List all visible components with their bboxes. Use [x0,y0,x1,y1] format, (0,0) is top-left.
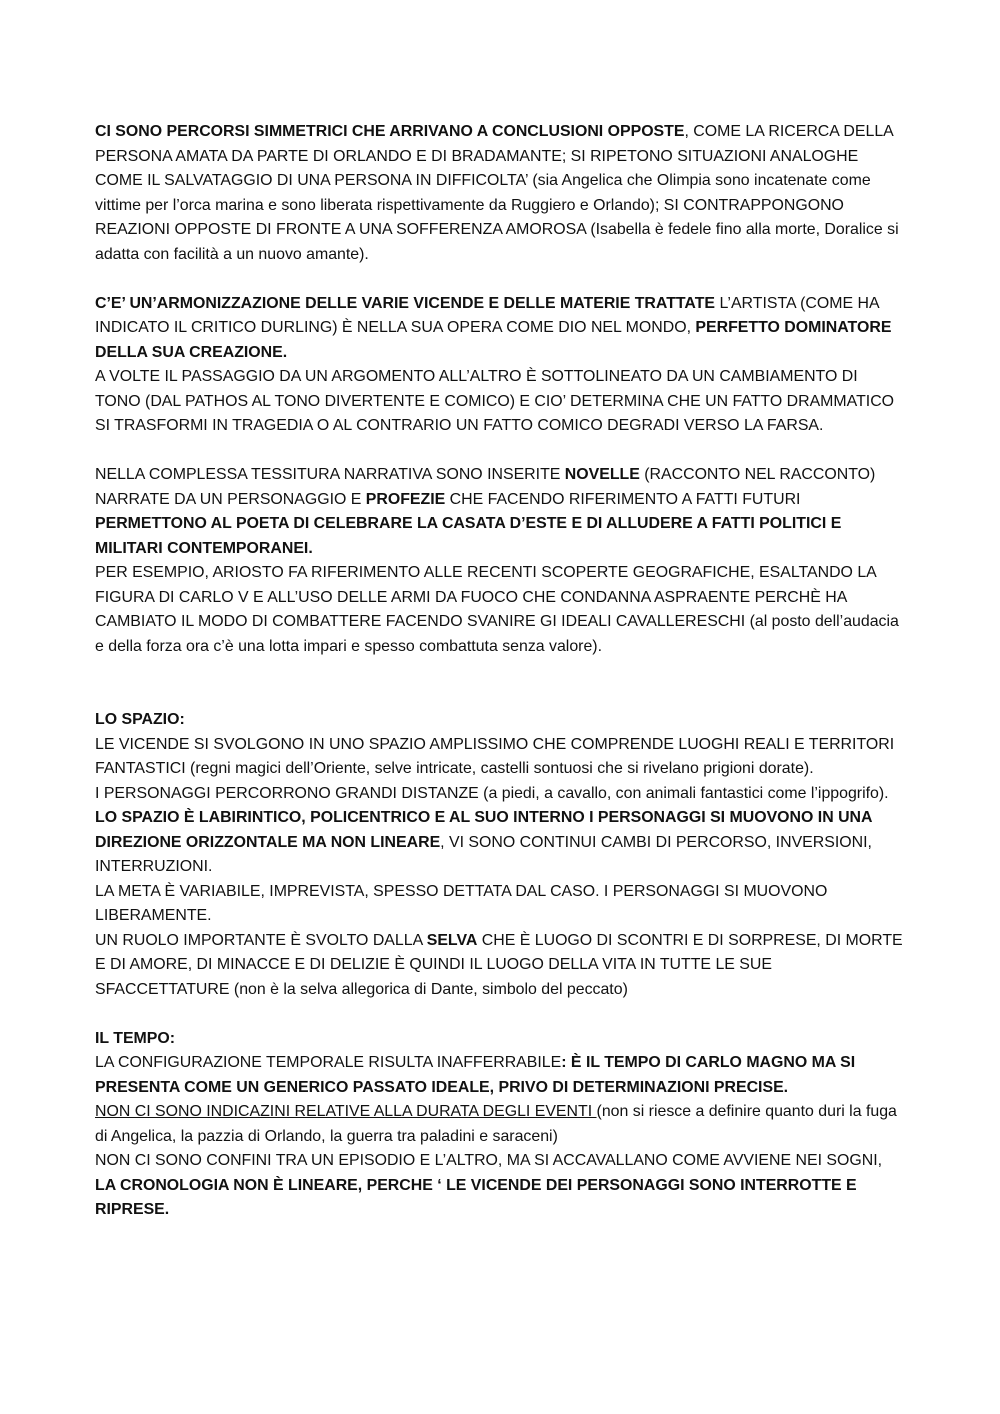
paragraph-spazio-5 [95,929,907,1003]
heading-tempo [95,1027,907,1052]
bold-text: C’E’ UN’ARMONIZZAZIONE DELLE VARIE VICENDE E DELLE MATERIE TRATTATE [95,294,716,312]
paragraph-tono [95,365,907,439]
body-text: NELLA COMPLESSA TESSITURA NARRATIVA SONO INSERITE [95,466,565,483]
bold-text: PERMETTONO AL POETA DI CELEBRARE LA CASATA D’ESTE E DI ALLUDERE A FATTI POLITICI E MILITARI CONTEMPORANEI. [95,515,842,557]
bold-text: PROFEZIE [365,490,446,508]
body-text: , COME LA RICERCA DELLA PERSONA AMATA DA PARTE DI ORLANDO E DI BRADAMANTE; SI RIPETONO SITUAZIONI ANALOGHE COME IL SALVATAGGIO DI UNA PERSONA IN DIFFICOLTA’ (sia Angelica che Olimpia sono incatenate come vittime per l’orca marina e sono liberata rispettivamente da Ruggiero e Orlando); SI CONTRAPPONGONO REAZIONI OPPOSTE DI FRONTE A UNA SOFFERENZA AMOROSA (Isabella è fedele fino alla morte, Doralice si adatta con facilità a un nuovo amante). [95,123,899,263]
bold-text: LO SPAZIO È LABIRINTICO, POLICENTRICO E AL SUO INTERNO I PERSONAGGI SI MUOVONO IN UNA DIREZIONE ORIZZONTALE MA NON LINEARE [95,809,872,851]
body-text: L’ARTISTA (COME HA INDICATO IL CRITICO DURLING) È NELLA SUA OPERA COME DIO NEL MONDO, [95,294,879,336]
underlined-text: NON CI SONO INDICAZINI RELATIVE ALLA DURATA DEGLI EVENTI [95,1103,597,1120]
body-text: UN RUOLO IMPORTANTE È SVOLTO DALLA [95,931,427,949]
bold-text: PERFETTO DOMINATORE DELLA SUA CREAZIONE. [95,319,892,361]
section-heading: LO SPAZIO: [95,711,185,728]
body-text: LE VICENDE SI SVOLGONO IN UNO SPAZIO AMPLISSIMO CHE COMPRENDE LUOGHI REALI E TERRITORI FANTASTICI (regni magici dell’Oriente, selve intricate, castelli sontuosi che si rivelano prigioni dorate). [95,735,895,777]
bold-text: SELVA [426,931,478,949]
document-page [95,120,907,1223]
body-text: LA CONFIGURAZIONE TEMPORALE RISULTA INAFFERRABILE [95,1054,562,1071]
bold-text: LA CRONOLOGIA NON È LINEARE, PERCHE ‘ LE VICENDE DEI PERSONAGGI SONO INTERROTTE E RIPRESE. [95,1176,857,1218]
paragraph-spazio-1 [95,733,907,782]
bold-text: CI SONO PERCORSI SIMMETRICI CHE ARRIVANO A CONCLUSIONI OPPOSTE [95,123,685,140]
body-text: CHE FACENDO RIFERIMENTO A FATTI FUTURI [445,490,801,508]
section-heading: IL TEMPO: [95,1029,176,1047]
paragraph-simmetrie [95,120,907,267]
paragraph-spazio-3 [95,806,907,880]
paragraph-tempo-2 [95,1100,907,1149]
bold-text: NOVELLE [564,466,640,483]
paragraph-tempo-1 [95,1051,907,1100]
body-text: I PERSONAGGI PERCORRONO GRANDI DISTANZE (a piedi, a cavallo, con animali fantastici come l’ippogrifo). [95,784,889,802]
paragraph-armonizzazione [95,292,907,366]
paragraph-spazio-2 [95,782,907,807]
body-text: A VOLTE IL PASSAGGIO DA UN ARGOMENTO ALL’ALTRO È SOTTOLINEATO DA UN CAMBIAMENTO DI TONO (DAL PATHOS AL TONO DIVERTENTE E COMICO) E CIO’ DETERMINA CHE UN FATTO DRAMMATICO SI TRASFORMI IN TRAGEDIA O AL CONTRARIO UN FATTO COMICO DEGRADI VERSO LA FARSA. [95,368,895,434]
body-text: PER ESEMPIO, ARIOSTO FA RIFERIMENTO ALLE RECENTI SCOPERTE GEOGRAFICHE, ESALTANDO LA FIGURA DI CARLO V E ALL’USO DELLE ARMI DA FUOCO CHE CONDANNA ASPRAENTE PERCHÈ HA CAMBIATO IL MODO DI COMBATTERE FACENDO SVANIRE GI IDEALI CAVALLERESCHI (al posto dell’audacia e della forza ora c’è una lotta impari e spesso combattuta senza valore). [95,564,899,655]
paragraph-novelle [95,463,907,561]
body-text: (non si riesce a definire quanto duri la fuga di Angelica, la pazzia di Orlando, la guerra tra paladini e saraceni) [95,1103,897,1145]
body-text: CHE È LUOGO DI SCONTRI E DI SORPRESE, DI MORTE E DI AMORE, DI MINACCE E DI DELIZIE È QUINDI IL LUOGO DELLA VITA IN TUTTE LE SUE SFACCETTATURE (non è la selva allegorica di Dante, simbolo del peccato) [95,931,903,998]
paragraph-spazio-4 [95,880,907,929]
body-text: LA META È VARIABILE, IMPREVISTA, SPESSO DETTATA DAL CASO. I PERSONAGGI SI MUOVONO LIBERAMENTE. [95,882,828,924]
body-text: NON CI SONO CONFINI TRA UN EPISODIO E L’ALTRO, MA SI ACCAVALLANO COME AVVIENE NEI SOGNI, [95,1152,883,1169]
paragraph-tempo-3 [95,1149,907,1223]
bold-text: : È IL TEMPO DI CARLO MAGNO MA SI PRESENTA COME UN GENERICO PASSATO IDEALE, PRIVO DI DETERMINAZIONI PRECISE. [95,1054,856,1096]
body-text: , VI SONO CONTINUI CAMBI DI PERCORSO, INVERSIONI, INTERRUZIONI. [95,833,872,875]
heading-spazio [95,708,907,733]
body-text: (RACCONTO NEL RACCONTO) NARRATE DA UN PERSONAGGIO E [95,466,876,508]
paragraph-esempio [95,561,907,659]
